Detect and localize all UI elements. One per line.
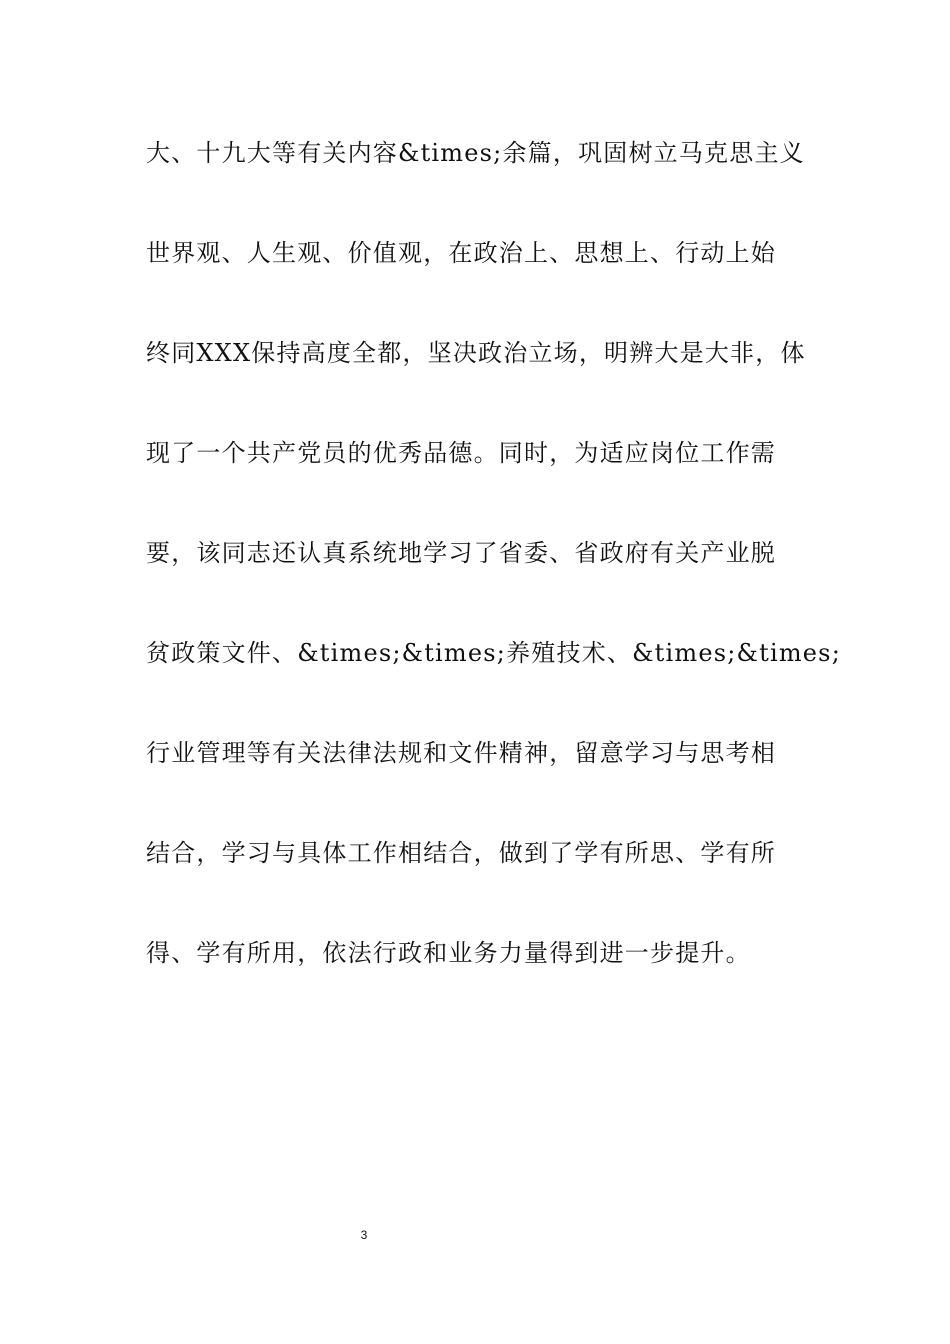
text-line-7: 行业管理等有关法律法规和文件精神，留意学习与思考相 [146,739,776,767]
page-number: 3 [360,1228,368,1242]
text-line-1: 大、十九大等有关内容&times;余篇，巩固树立马克思主义 [146,139,805,167]
text-line-2: 世界观、人生观、价值观，在政治上、思想上、行动上始 [146,239,776,267]
text-line-9: 得、学有所用，依法行政和业务力量得到进一步提升。 [146,939,751,967]
body-text [146,128,841,1028]
text-line-4: 现了一个共产党员的优秀品德。同时，为适应岗位工作需 [146,439,776,467]
text-line-6: 贫政策文件、&times;&times;养殖技术、&times;&times; [146,639,841,667]
text-line-5: 要，该同志还认真系统地学习了省委、省政府有关产业脱 [146,539,776,567]
text-line-3: 终同XXX保持高度全都，坚决政治立场，明辨大是大非，体 [146,339,806,367]
text-line-8: 结合，学习与具体工作相结合，做到了学有所思、学有所 [146,839,776,867]
